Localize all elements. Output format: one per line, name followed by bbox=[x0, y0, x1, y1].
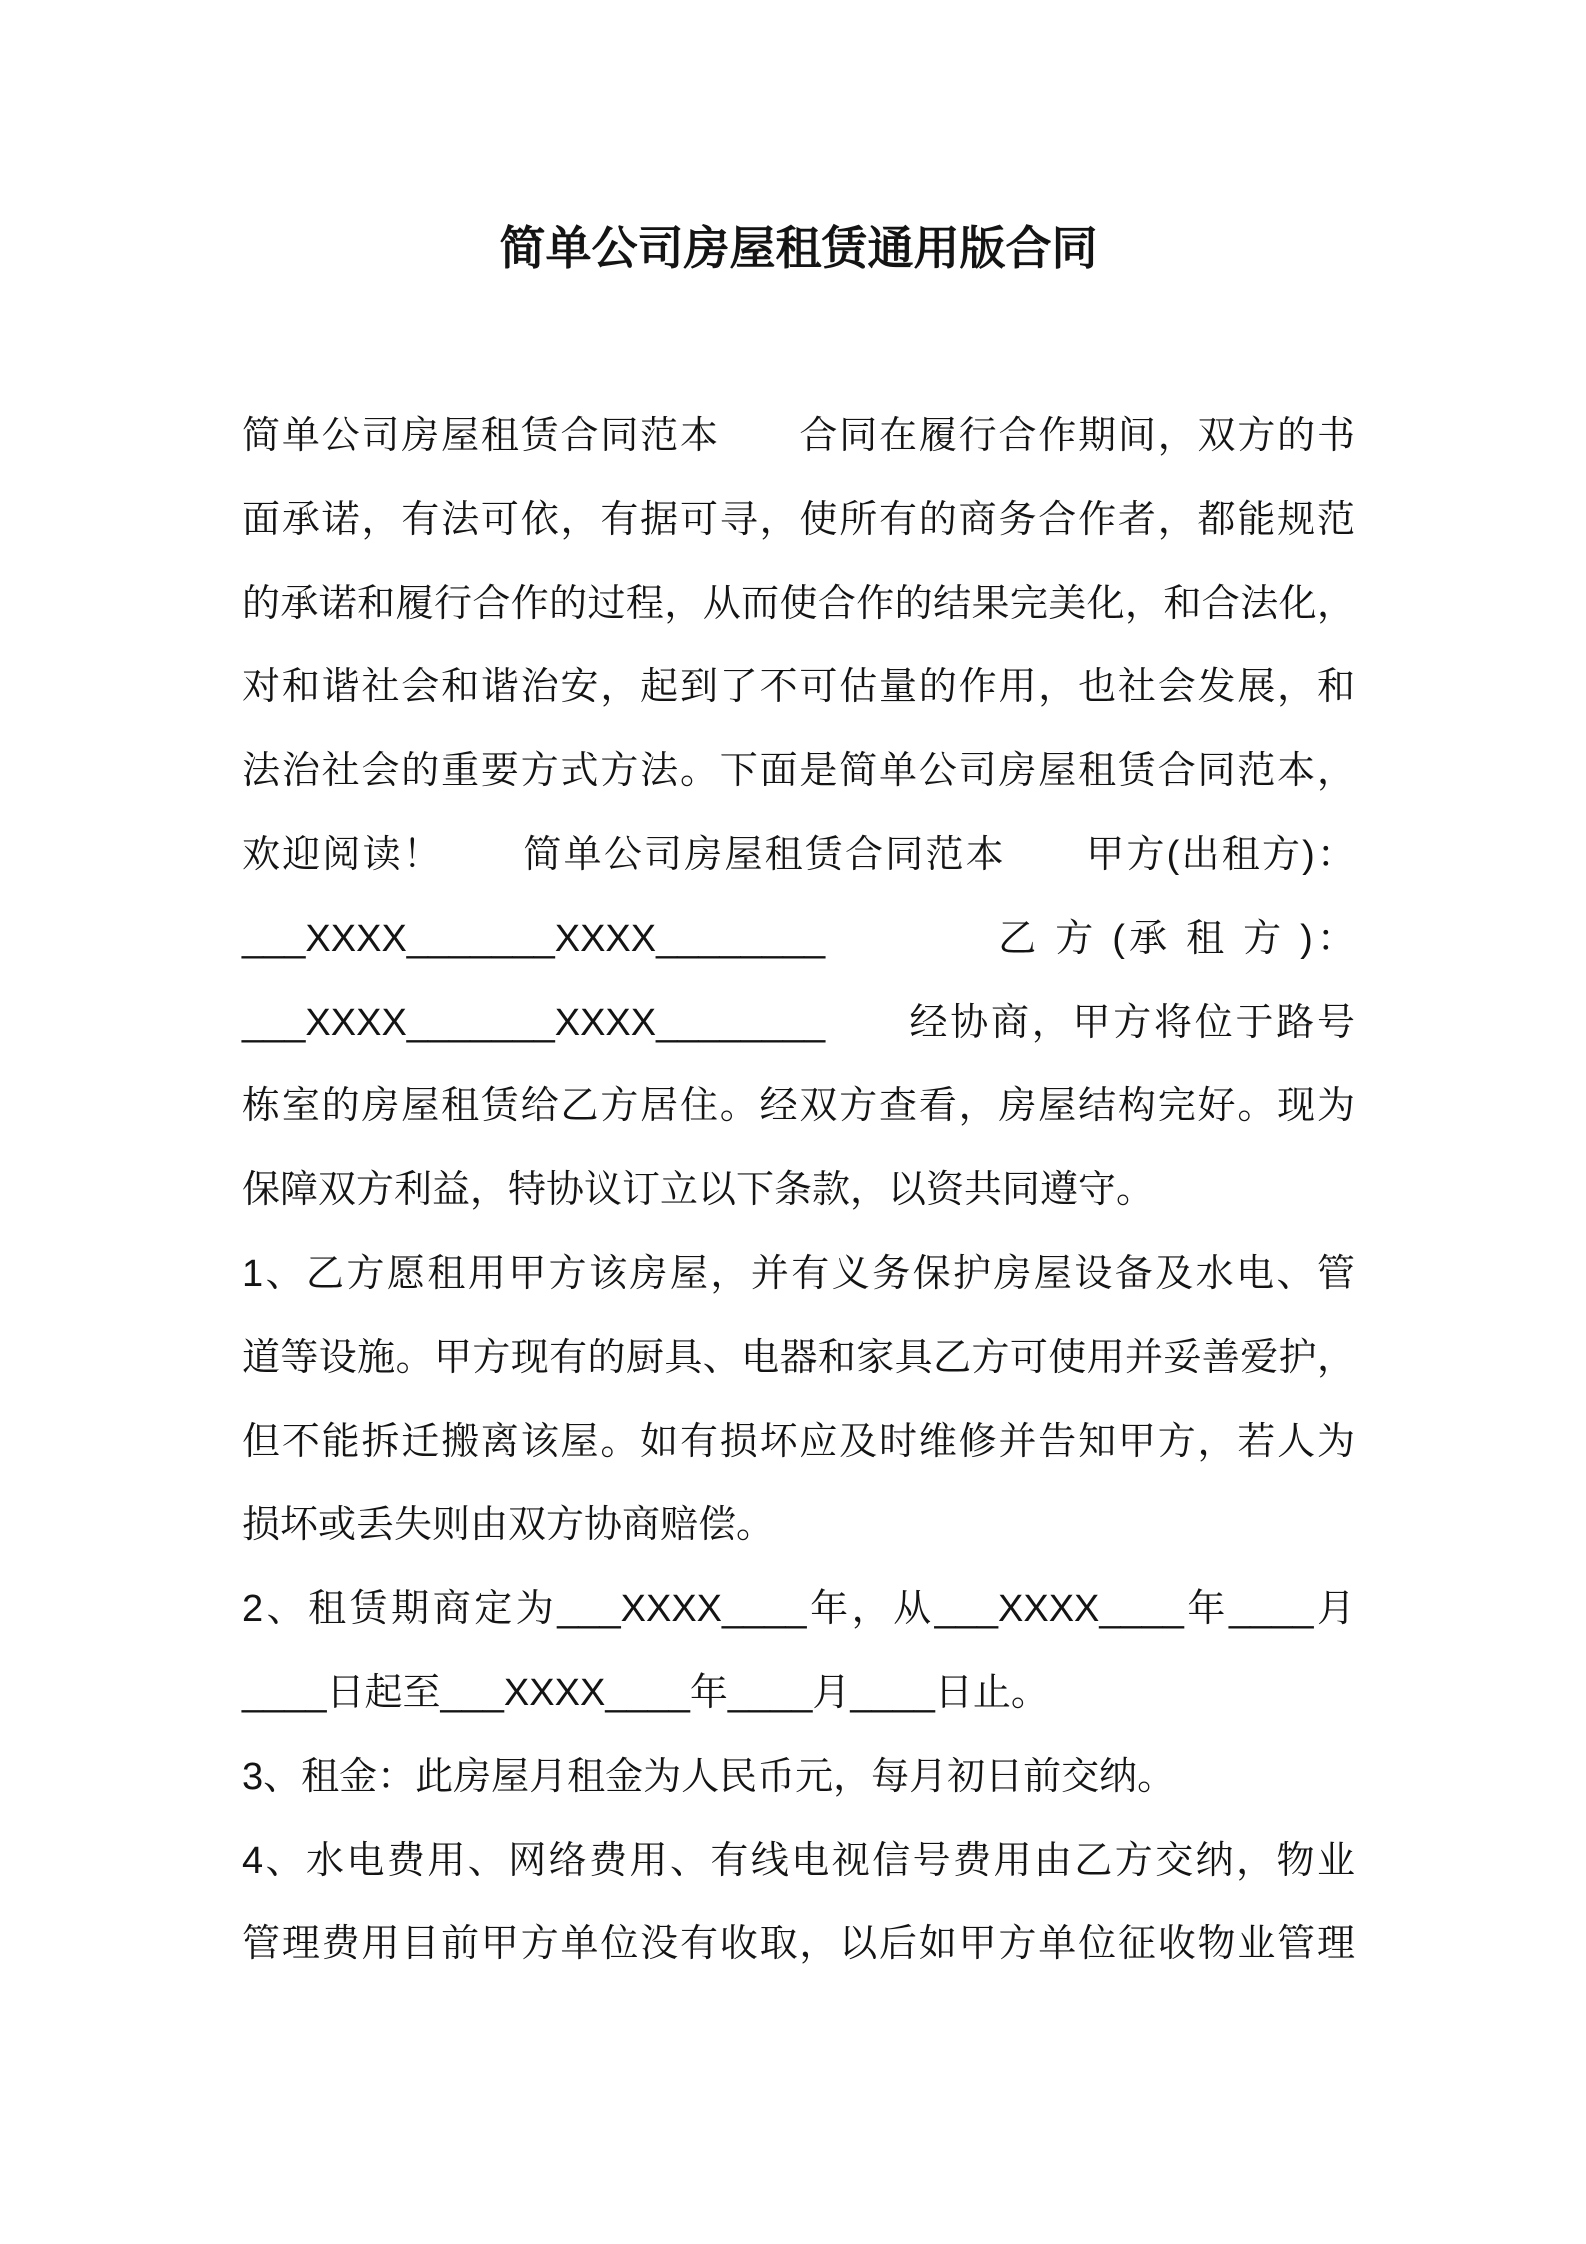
clause-4 bbox=[242, 1820, 1355, 1988]
intro-line: 保障双方利益，特协议订立以下条款，以资共同遵守。 bbox=[242, 1169, 1155, 1212]
intro-line: 栋室的房屋租赁给乙方居住。经双方查看，房屋结构完好。现为 bbox=[242, 1085, 1355, 1128]
document-body bbox=[242, 395, 1355, 1987]
intro-line: 简单公司房屋租赁合同范本 合同在履行合作期间，双方的书 bbox=[242, 415, 1355, 457]
document-title: 简单公司房屋租赁通用版合同 bbox=[499, 221, 1098, 275]
intro-line: 面承诺，有法可依，有据可寻，使所有的商务合作者，都能规范 bbox=[242, 498, 1355, 541]
clause-line: 3、租金：此房屋月租金为人民币元，每月初日前交纳。 bbox=[242, 1755, 1176, 1798]
clause-line: 损坏或丢失则由双方协商赔偿。 bbox=[242, 1504, 775, 1547]
clause-line: 4、水电费用、网络费用、有线电视信号费用由乙方交纳，物业 bbox=[242, 1839, 1355, 1882]
clause-line: 管理费用目前甲方单位没有收取，以后如甲方单位征收物业管理 bbox=[242, 1923, 1355, 1966]
clause-3 bbox=[242, 1736, 1355, 1820]
clause-line: 1、乙方愿租用甲方该房屋，并有义务保护房屋设备及水电、管 bbox=[242, 1252, 1355, 1295]
clause-2 bbox=[242, 1568, 1355, 1736]
intro-paragraph bbox=[242, 395, 1355, 1233]
intro-line: ___XXXX_______XXXX________ 乙 方 (承 租 方 )： bbox=[242, 917, 1355, 960]
clause-line: ____日起至___XXXX____年____月____日止。 bbox=[242, 1671, 1049, 1714]
intro-line: 法治社会的重要方式方法。下面是简单公司房屋租赁合同范本， bbox=[242, 750, 1355, 793]
intro-line: 的承诺和履行合作的过程，从而使合作的结果完美化，和合法化， bbox=[242, 582, 1355, 625]
clause-line: 2、租赁期商定为___XXXX____年，从___XXXX____年____月 bbox=[242, 1588, 1355, 1631]
intro-line: ___XXXX_______XXXX________ 经协商，甲方将位于路号 bbox=[242, 1001, 1355, 1044]
clause-1 bbox=[242, 1233, 1355, 1568]
intro-line: 欢迎阅读！ 简单公司房屋租赁合同范本 甲方(出租方)： bbox=[242, 833, 1355, 876]
clause-line: 道等设施。甲方现有的厨具、电器和家具乙方可使用并妥善爱护， bbox=[242, 1336, 1355, 1379]
clause-line: 但不能拆迁搬离该屋。如有损坏应及时维修并告知甲方，若人为 bbox=[242, 1420, 1355, 1463]
intro-line: 对和谐社会和谐治安，起到了不可估量的作用，也社会发展，和 bbox=[242, 666, 1355, 709]
